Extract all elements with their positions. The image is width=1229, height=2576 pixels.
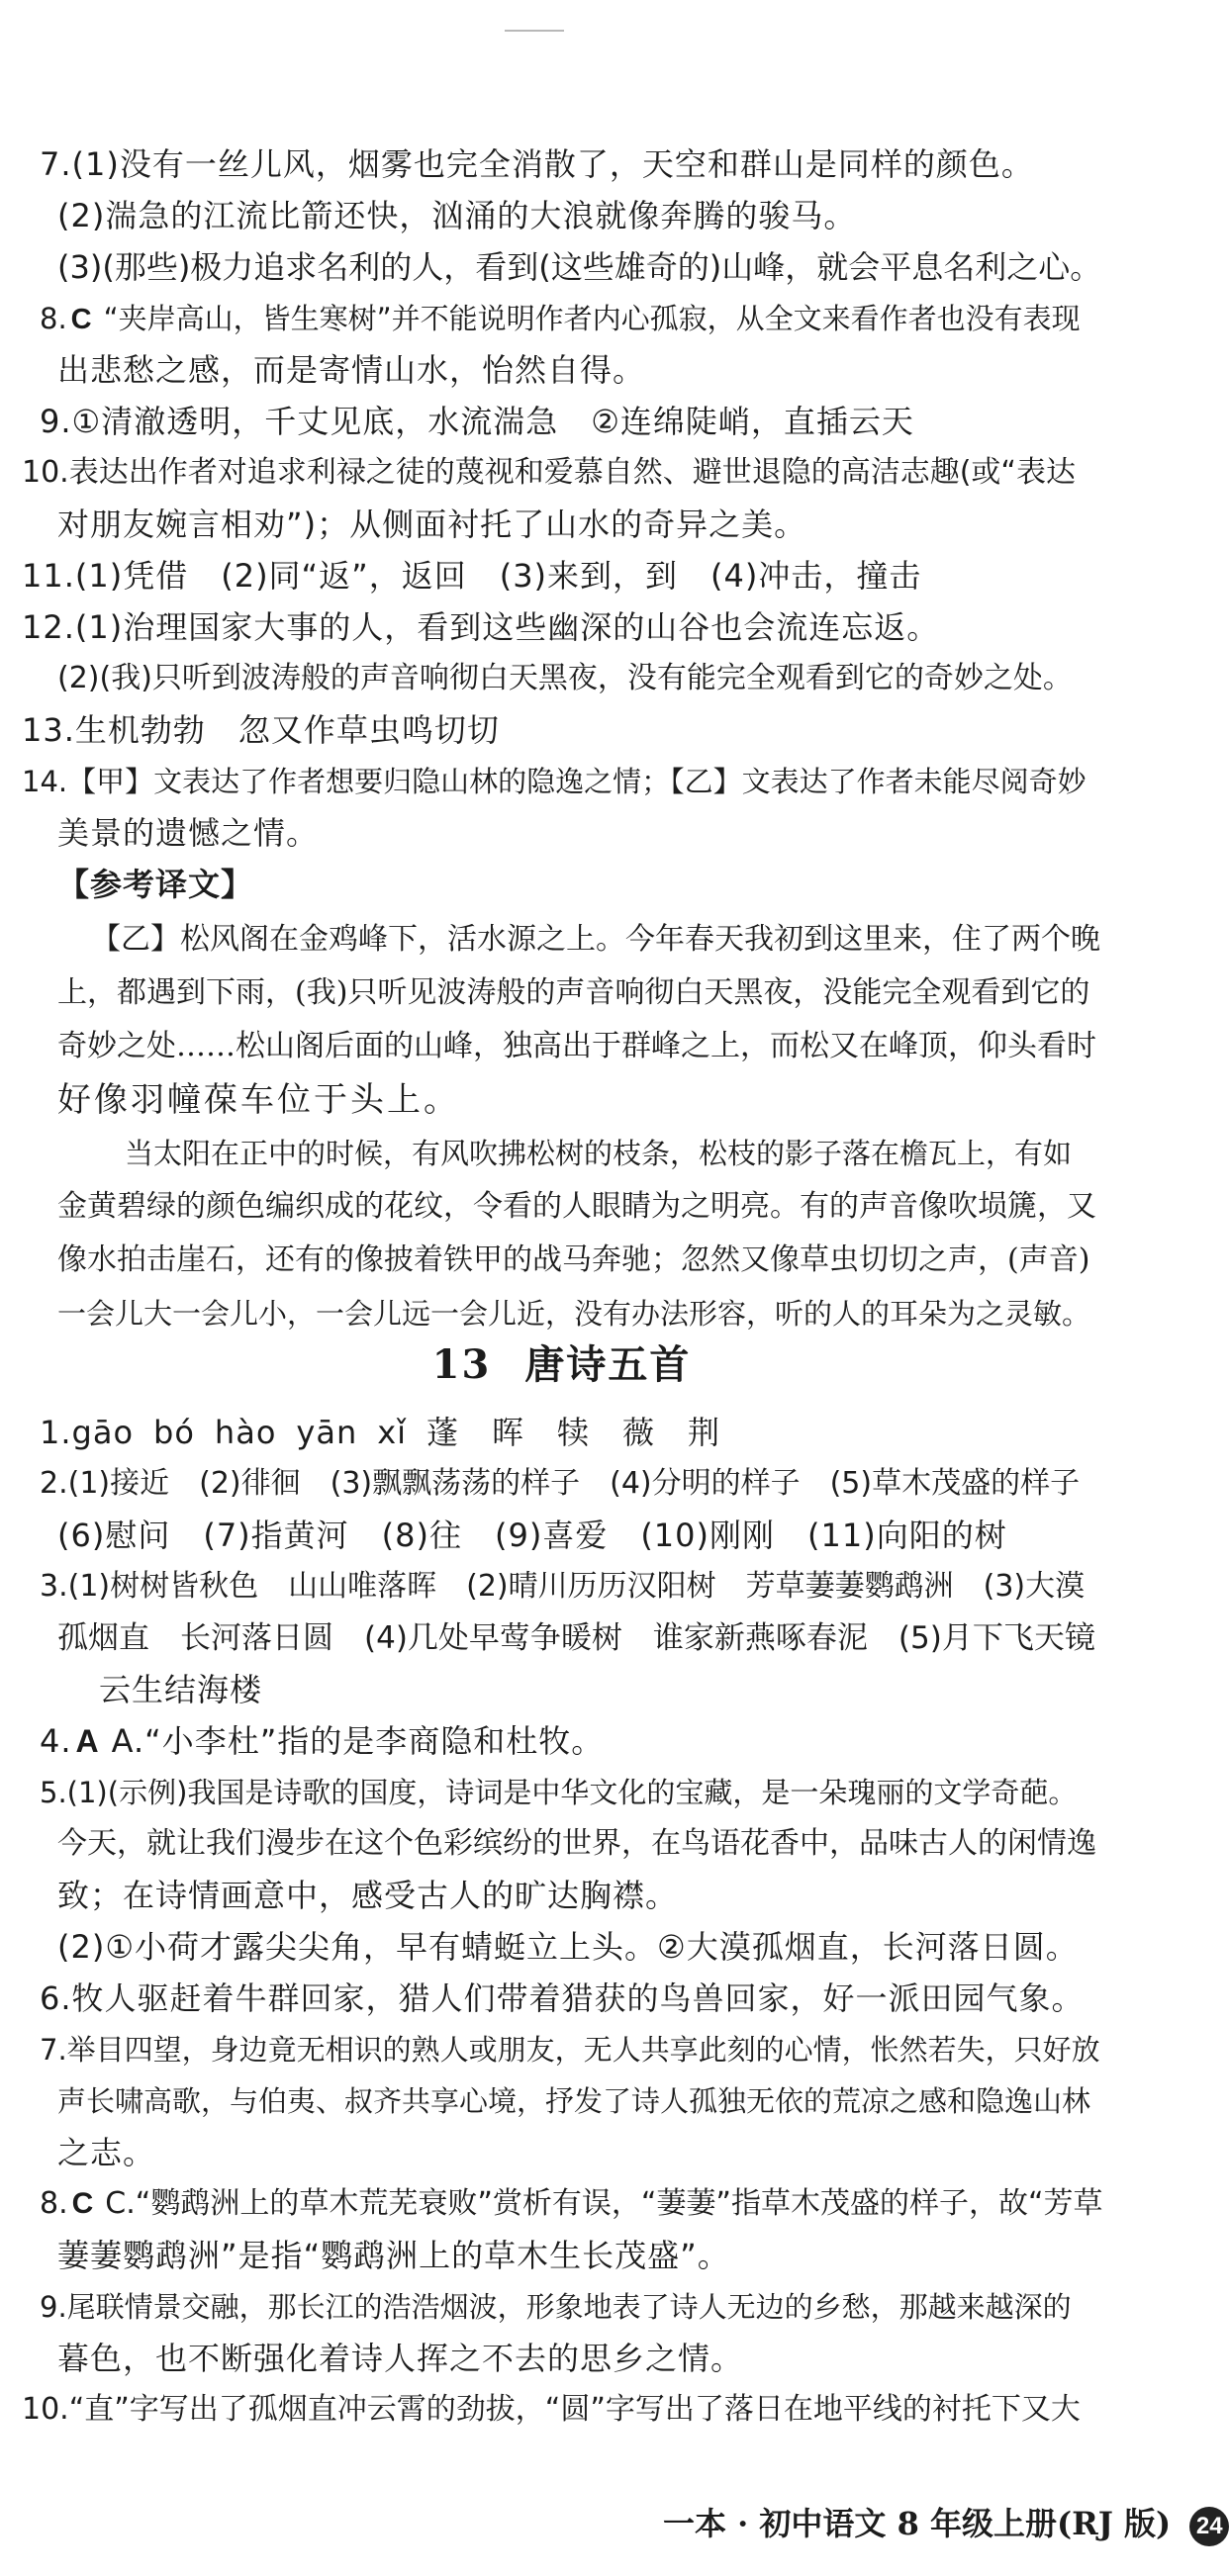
section-title: 唐诗五首 — [524, 1341, 692, 1388]
reference-line: 当太阳在正中的时候，有风吹拂松树的枝条，松枝的影子落在檐瓦上，有如 — [125, 1137, 1073, 1170]
answer-line: 9.①清澈透明，千丈见底，水流湍急 ②连绵陡峭，直插云天 — [40, 403, 914, 440]
answer-line: 13.生机勃勃 忽又作草虫鸣切切 — [22, 711, 500, 749]
answer-line: 致；在诗情画意中，感受古人的旷达胸襟。 — [57, 1877, 679, 1914]
answer-line: 11.(1)凭借 (2)同“返”，返回 (3)来到，到 (4)冲击，撞击 — [22, 557, 922, 595]
answer-line: 8. C “夹岸高山，皆生寒树”并不能说明作者内心孤寂，从全文来看作者也没有表现 — [40, 302, 1081, 335]
answer-line: 云生结海楼 — [99, 1671, 263, 1708]
reference-line: 像水拍击崖石，还有的像披着铁甲的战马奔驰；忽然又像草虫切切之声，(声音) — [57, 1242, 1090, 1277]
reference-line: 好像羽幢葆车位于头上。 — [57, 1080, 460, 1120]
answer-line: 出悲愁之感，而是寄情山水，怡然自得。 — [57, 351, 646, 389]
answer-line: 14.【甲】文表达了作者想要归隐山林的隐逸之情；【乙】文表达了作者未能尽阅奇妙 — [22, 765, 1087, 798]
reference-line: 金黄碧绿的颜色编织成的花纹，令看的人眼睛为之明亮。有的声音像吹埙篪，又 — [57, 1189, 1096, 1224]
answer-line: 2.(1)接近 (2)徘徊 (3)飘飘荡荡的样子 (4)分明的样子 (5)草木茂盛的样子 — [40, 1466, 1081, 1501]
answer-line: (6)慰问 (7)指黄河 (8)往 (9)喜爱 (10)刚刚 (11)向阳的树 — [57, 1517, 1007, 1554]
answer-line: 声长啸高歌，与伯夷、叔齐共享心境，抒发了诗人孤独无依的荒凉之感和隐逸山林 — [57, 2084, 1091, 2118]
answer-line: 3.(1)树树皆秋色 山山唯落晖 (2)晴川历历汉阳树 芳草萋萋鹦鹉洲 (3)大漠 — [40, 1569, 1086, 1604]
page-number-badge: 24 — [1189, 2507, 1229, 2546]
answer-line: 暮色，也不断强化着诗人挥之不去的思乡之情。 — [57, 2340, 744, 2377]
answer-line: 8. C C.“鹦鹉洲上的草木荒芜衰败”赏析有误，“萋萋”指草木茂盛的样子，故“芳草 — [40, 2186, 1103, 2221]
answer-line: (2)(我)只听到波涛般的声音响彻白天黑夜，没有能完全观看到它的奇妙之处。 — [57, 661, 1073, 695]
footer-text: 一本 · 初中语文 8 年级上册(RJ 版) — [663, 2505, 1172, 2542]
reference-line: 上，都遇到下雨，(我)只听见波涛般的声音响彻白天黑夜，没能完全观看到它的 — [57, 975, 1090, 1010]
reference-line: 奇妙之处……松山阁后面的山峰，独高出于群峰之上，而松又在峰顶，仰头看时 — [57, 1029, 1096, 1063]
pinyin-line: 1.gāo bó hào yān xǐ 蓬 晖 犊 薇 荆 — [40, 1414, 721, 1451]
answer-line: 5.(1)(示例)我国是诗歌的国度，诗词是中华文化的宝藏，是一朵瑰丽的文学奇葩。 — [40, 1776, 1078, 1809]
answer-line: 10.“直”字写出了孤烟直冲云霄的劲拔，“圆”字写出了落日在地平线的衬托下又大 — [22, 2392, 1081, 2427]
answer-line: (3)(那些)极力追求名利的人，看到(这些雄奇的)山峰，就会平息名利之心。 — [57, 248, 1102, 286]
answer-line: 10.表达出作者对追求利禄之徒的蔑视和爱慕自然、避世退隐的高洁志趣(或“表达 — [22, 455, 1076, 490]
answer-line: 7.(1)没有一丝儿风，烟雾也完全消散了，天空和群山是同样的颜色。 — [40, 145, 1034, 183]
answer-line: 7.举目四望，身边竟无相识的熟人或朋友，无人共享此刻的心情，怅然若失，只好放 — [40, 2033, 1100, 2067]
reference-line: 一会儿大一会儿小，一会儿远一会儿近，没有办法形容，听的人的耳朵为之灵敏。 — [57, 1297, 1091, 1331]
answer-line: 对朋友婉言相劝”)；从侧面衬托了山水的奇异之美。 — [57, 506, 807, 543]
answer-line: (2)①小荷才露尖尖角，早有蜻蜓立上头。②大漠孤烟直，长河落日圆。 — [57, 1928, 1079, 1966]
answer-line: 之志。 — [57, 2134, 156, 2171]
answer-line: 12.(1)治理国家大事的人，看到这些幽深的山谷也会流连忘返。 — [22, 608, 940, 646]
reference-label: 【参考译文】 — [57, 866, 254, 903]
answer-line: 萋萋鹦鹉洲”是指“鹦鹉洲上的草木生长茂盛”。 — [57, 2237, 730, 2274]
answer-line: (2)湍急的江流比箭还快，汹涌的大浪就像奔腾的骏马。 — [57, 197, 857, 234]
section-heading — [0, 1340, 1123, 1390]
answer-line: 美景的遗憾之情。 — [57, 814, 320, 852]
reference-line: 【乙】松风阁在金鸡峰下，活水源之上。今年春天我初到这里来，住了两个晚 — [91, 922, 1100, 957]
top-rule — [505, 30, 564, 32]
answer-line: 6.牧人驱赶着牛群回家，猎人们带着猎获的鸟兽回家，好一派田园气象。 — [40, 1979, 1085, 2017]
answer-line: 孤烟直 长河落日圆 (4)几处早莺争暖树 谁家新燕啄春泥 (5)月下飞天镜 — [57, 1620, 1095, 1656]
answer-line: 今天，就让我们漫步在这个色彩缤纷的世界，在鸟语花香中，品味古人的闲情逸 — [57, 1826, 1096, 1861]
section-number: 13 — [431, 1341, 492, 1388]
answer-line: 4. A A.“小李杜”指的是李商隐和杜牧。 — [40, 1722, 605, 1760]
answer-line: 9.尾联情景交融，那长江的浩浩烟波，形象地表了诗人无边的乡愁，那越来越深的 — [40, 2290, 1072, 2324]
page-footer — [663, 2503, 1229, 2546]
